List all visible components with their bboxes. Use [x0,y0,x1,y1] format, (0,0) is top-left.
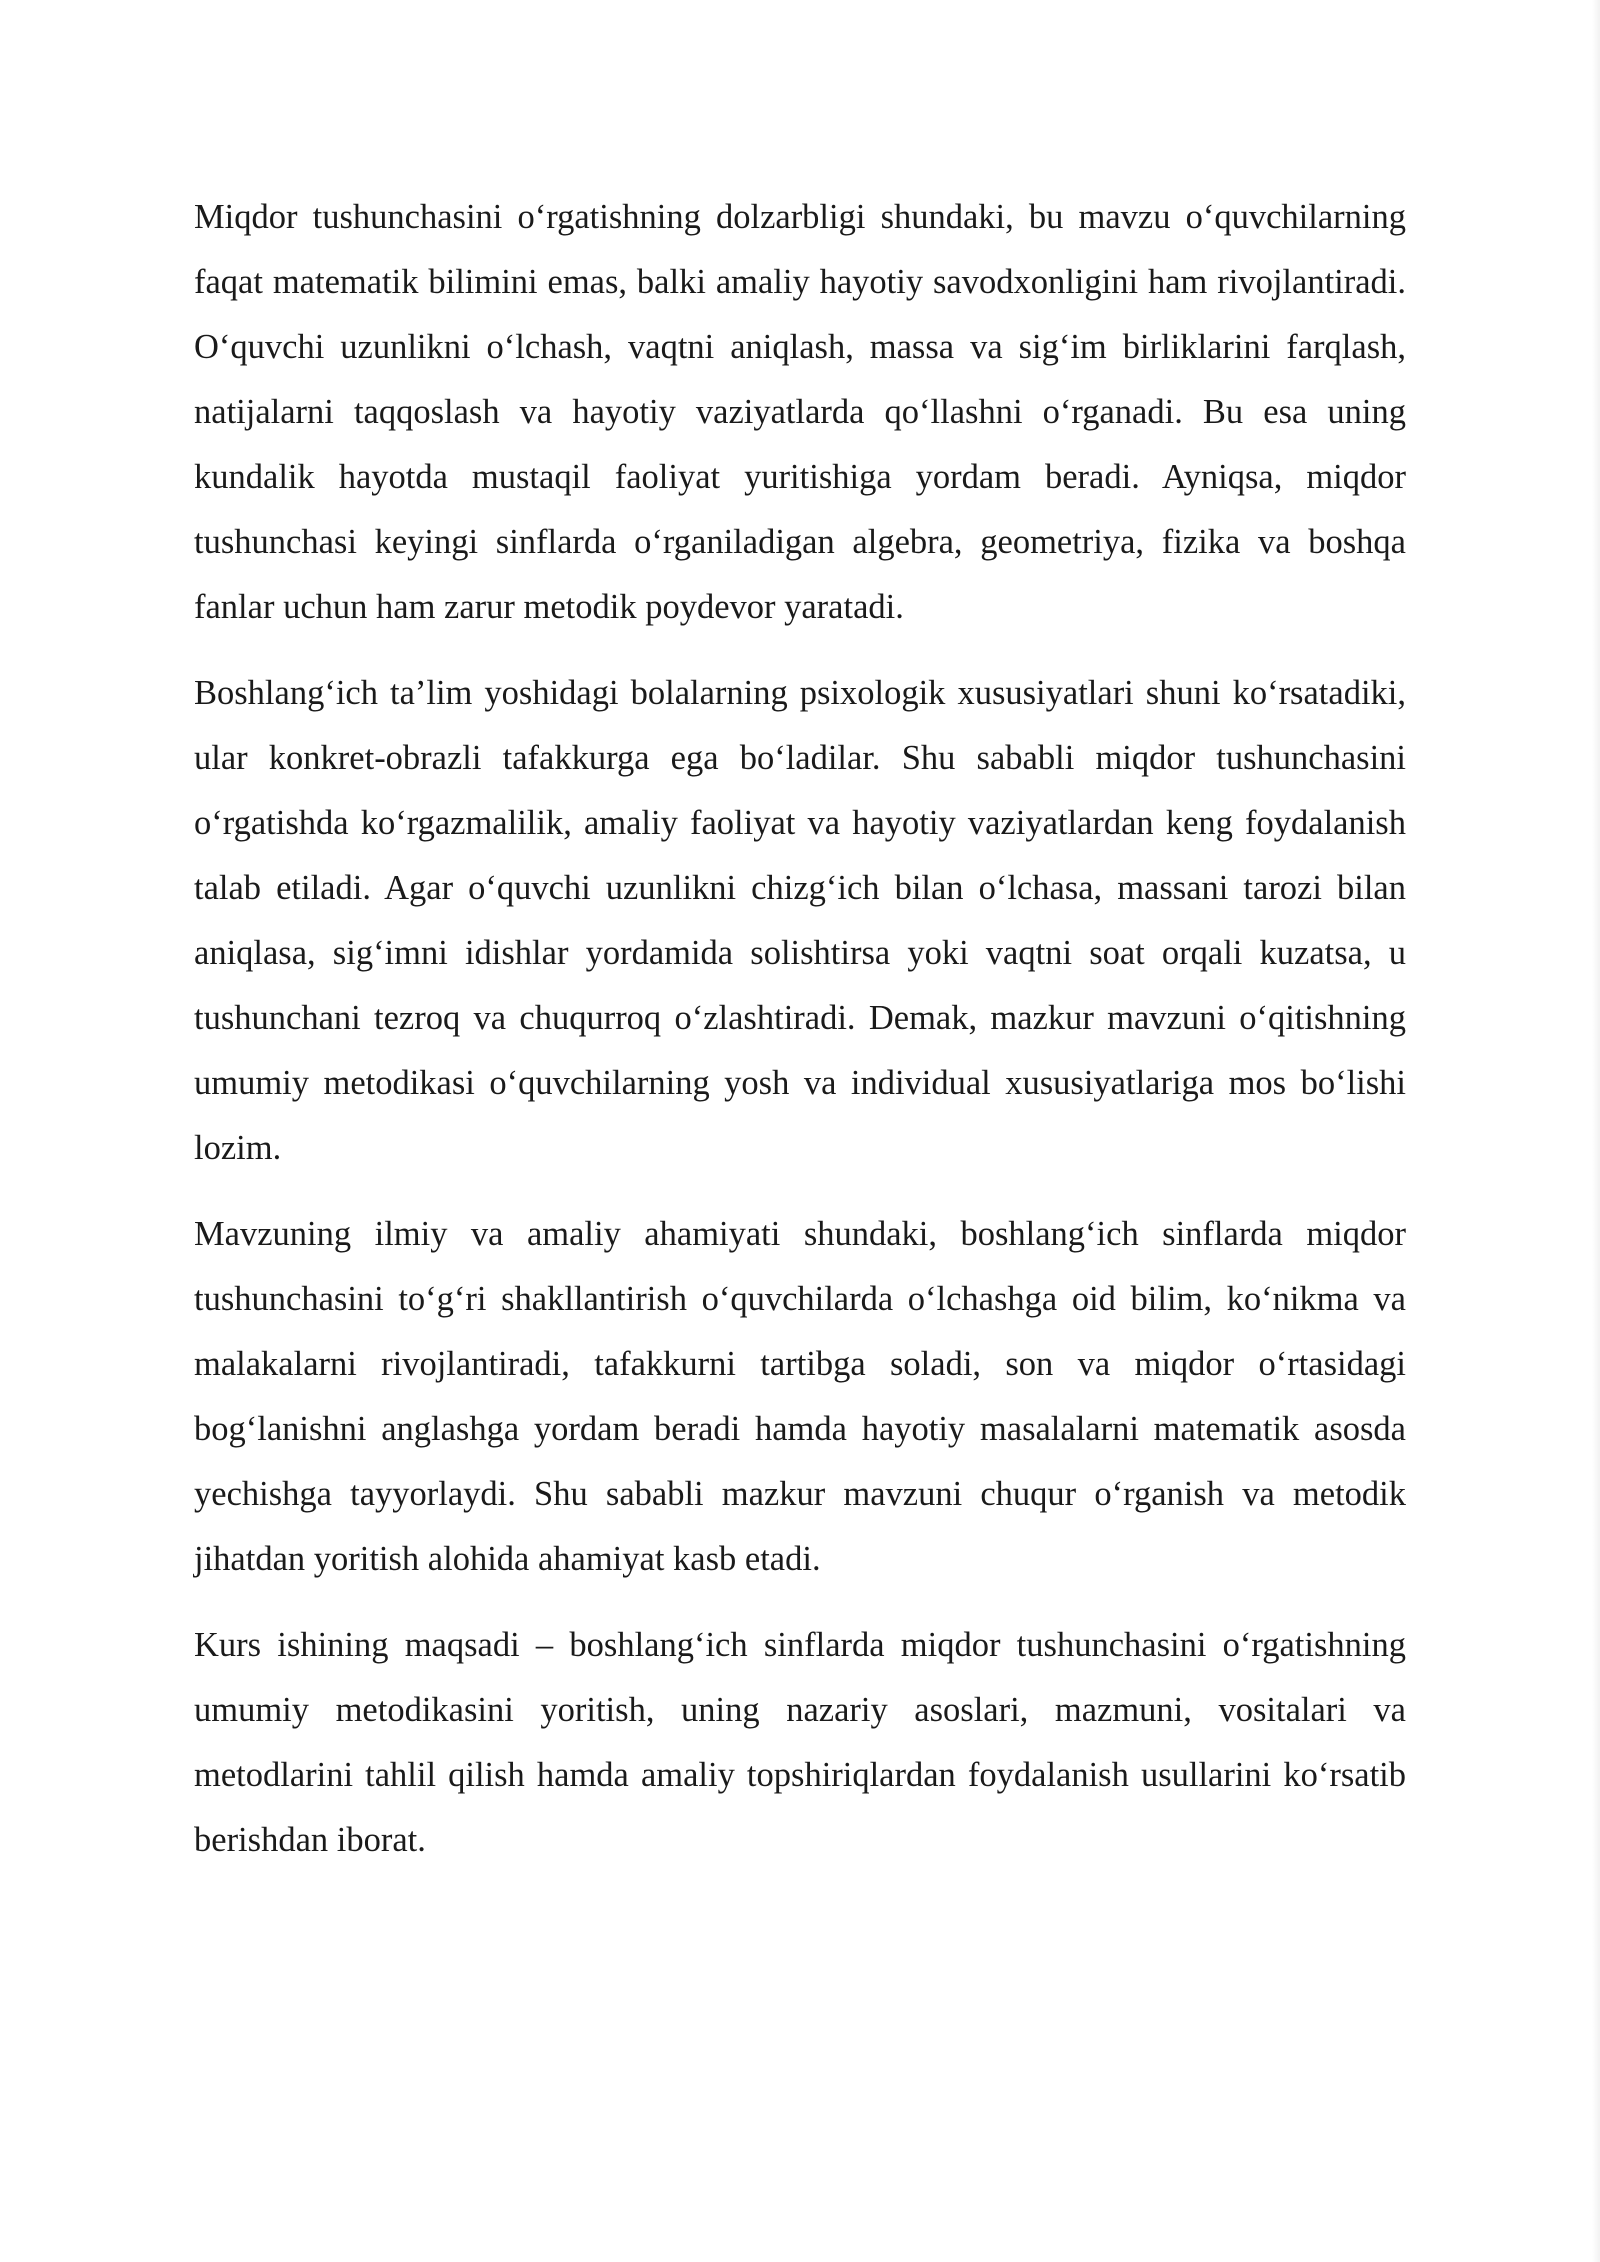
page-edge-shadow [1592,0,1600,2262]
paragraph-goal: Kurs ishining maqsadi – boshlang‘ich sinflarda miqdor tushunchasini o‘rgatishning umumiy metodikasini yoritish, uning nazariy asoslari, mazmuni, vositalari va metodlarini tahlil qilish hamda amaliy topshiriqlardan foydalanish usullarini ko‘rsatib berishdan iborat. [194,1626,1406,1859]
paragraph-relevance: Miqdor tushunchasini o‘rgatishning dolzarbligi shundaki, bu mavzu o‘quvchilarning faqat matematik bilimini emas, balki amaliy hayotiy savodxonligini ham rivojlantiradi. O‘quvchi uzunlikni o‘lchash, vaqtni aniqlash, massa va sig‘im birliklarini farqlash, natijalarni taqqoslash va hayotiy vaziyatlarda qo‘llashni o‘rganadi. Bu esa uning kundalik hayotda mustaqil faoliyat yuritishiga yordam beradi. Ayniqsa, miqdor tushunchasi keyingi sinflarda o‘rganiladigan algebra, geometriya, fizika va boshqa fanlar uchun ham zarur metodik poydevor yaratadi. [194,198,1406,626]
document-body [194,185,1406,1894]
paragraph-psychology: Boshlang‘ich ta’lim yoshidagi bolalarning psixologik xususiyatlari shuni ko‘rsatadiki, ular konkret-obrazli tafakkurga ega bo‘ladilar. Shu sababli miqdor tushunchasini o‘rgatishda ko‘rgazmalilik, amaliy faoliyat va hayotiy vaziyatlardan keng foydalanish talab etiladi. Agar o‘quvchi uzunlikni chizg‘ich bilan o‘lchasa, massani tarozi bilan aniqlasa, sig‘imni idishlar yordamida solishtirsa yoki vaqtni soat orqali kuzatsa, u tushunchani tezroq va chuqurroq o‘zlashtiradi. Demak, mazkur mavzuni o‘qitishning umumiy metodikasi o‘quvchilarning yosh va individual xususiyatlariga mos bo‘lishi lozim. [194,674,1406,1167]
paragraph-significance: Mavzuning ilmiy va amaliy ahamiyati shundaki, boshlang‘ich sinflarda miqdor tushunchasini to‘g‘ri shakllantirish o‘quvchilarda o‘lchashga oid bilim, ko‘nikma va malakalarni rivojlantiradi, tafakkurni tartibga soladi, son va miqdor o‘rtasidagi bog‘lanishni anglashga yordam beradi hamda hayotiy masalalarni matematik asosda yechishga tayyorlaydi. Shu sababli mazkur mavzuni chuqur o‘rganish va metodik jihatdan yoritish alohida ahamiyat kasb etadi. [194,1215,1406,1578]
